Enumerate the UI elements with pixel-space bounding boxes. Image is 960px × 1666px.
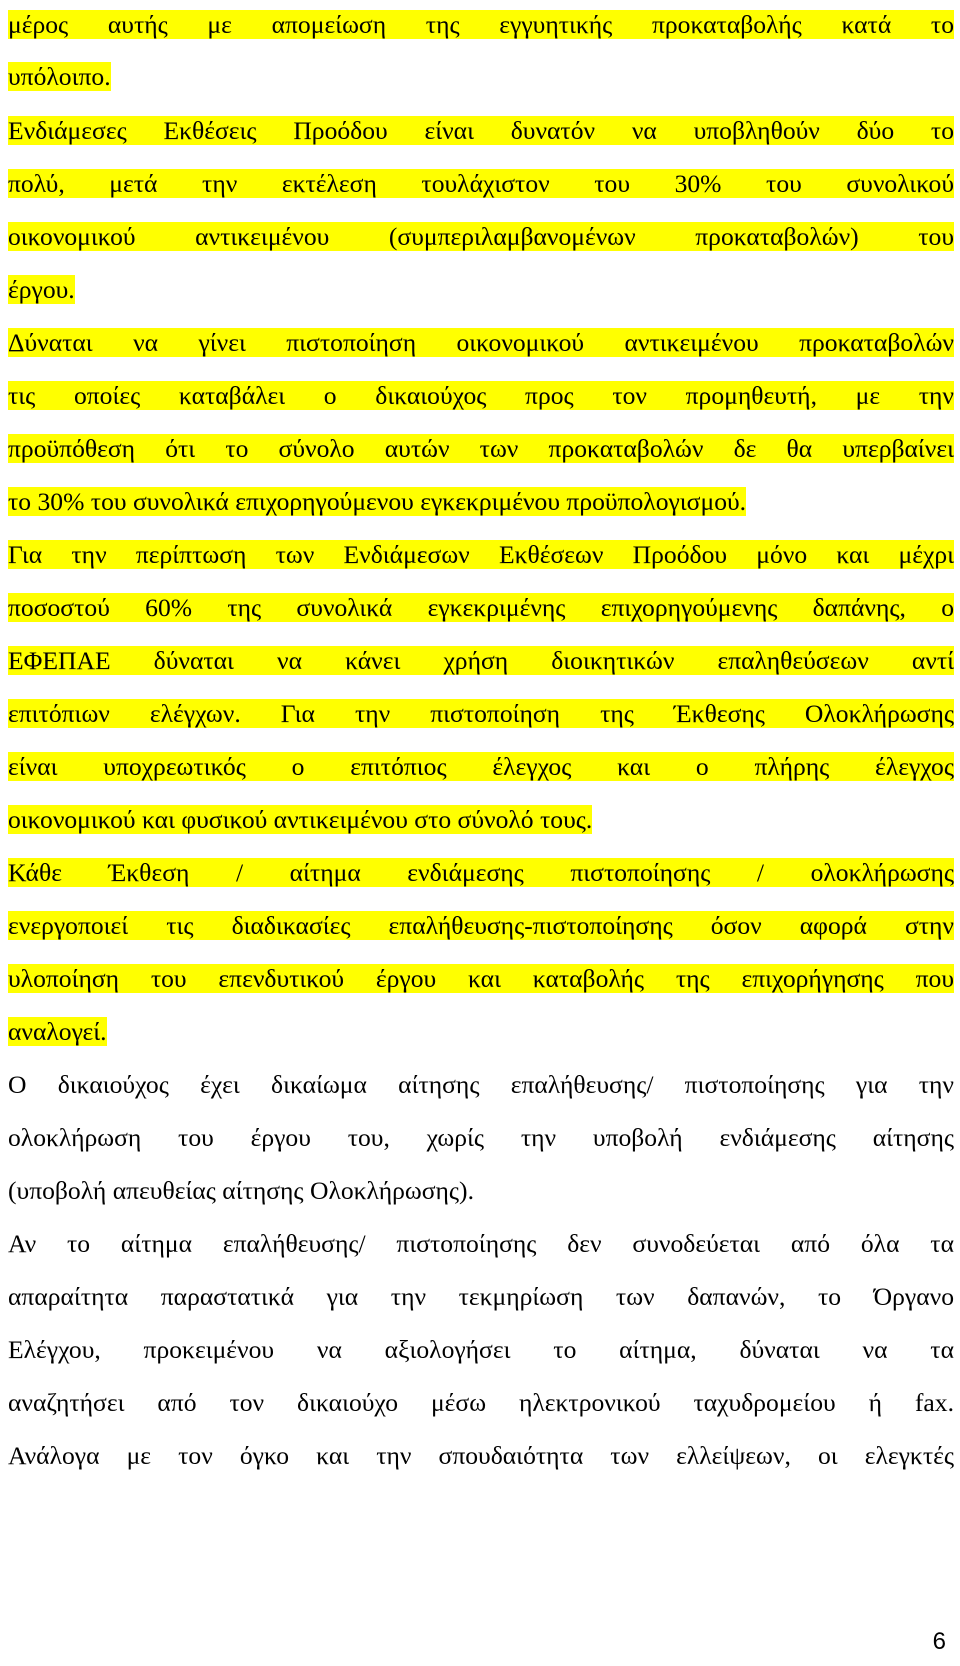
text-line: ΕΦΕΠΑΕ δύναται να κάνει χρήση διοικητικών επαληθεύσεων αντί bbox=[8, 646, 954, 675]
text-line: Ελέγχου, προκειμένου να αξιολογήσει το αίτημα, δύναται να τα bbox=[8, 1335, 954, 1364]
text-line: Ανάλογα με τον όγκο και την σπουδαιότητα των ελλείψεων, οι ελεγκτές bbox=[8, 1441, 954, 1470]
text-line: υλοποίηση του επενδυτικού έργου και καταβολής της επιχορήγησης που bbox=[8, 964, 954, 993]
text-line: τις οποίες καταβάλει ο δικαιούχος προς τον προμηθευτή, με την bbox=[8, 381, 954, 410]
text-line: Αν το αίτημα επαλήθευσης/ πιστοποίησης δεν συνοδεύεται από όλα τα bbox=[8, 1229, 954, 1258]
text-line: ενεργοποιεί τις διαδικασίες επαλήθευσης-πιστοποίησης όσον αφορά στην bbox=[8, 911, 954, 940]
text-line: Ενδιάμεσες Εκθέσεις Προόδου είναι δυνατόν να υποβληθούν δύο το bbox=[8, 116, 954, 145]
text-line: Δύναται να γίνει πιστοποίηση οικονομικού αντικειμένου προκαταβολών bbox=[8, 328, 954, 357]
text-line: Για την περίπτωση των Ενδιάμεσων Εκθέσεων Προόδου μόνο και μέχρι bbox=[8, 540, 954, 569]
text-line: το 30% του συνολικά επιχορηγούμενου εγκεκριμένου προϋπολογισμού. bbox=[8, 487, 747, 516]
text-line: μέρος αυτής με απομείωση της εγγυητικής προκαταβολής κατά το bbox=[8, 10, 954, 39]
page-number: 6 bbox=[932, 1628, 946, 1655]
text-line: ολοκλήρωση του έργου του, χωρίς την υποβολή ενδιάμεσης αίτησης bbox=[8, 1123, 954, 1152]
text-line: απαραίτητα παραστατικά για την τεκμηρίωση των δαπανών, το Όργανο bbox=[8, 1282, 954, 1311]
text-line: προϋπόθεση ότι το σύνολο αυτών των προκαταβολών δε θα υπερβαίνει bbox=[8, 434, 954, 463]
text-line: πολύ, μετά την εκτέλεση τουλάχιστον του 30% του συνολικού bbox=[8, 169, 954, 198]
text-line: είναι υποχρεωτικός ο επιτόπιος έλεγχος και ο πλήρης έλεγχος bbox=[8, 752, 954, 781]
text-line: αναλογεί. bbox=[8, 1017, 107, 1046]
text-line: οικονομικού και φυσικού αντικειμένου στο σύνολό τους. bbox=[8, 805, 593, 834]
text-line: Ο δικαιούχος έχει δικαίωμα αίτησης επαλήθευσης/ πιστοποίησης για την bbox=[8, 1070, 954, 1099]
text-line: Κάθε Έκθεση / αίτημα ενδιάμεσης πιστοποίησης / ολοκλήρωσης bbox=[8, 858, 954, 887]
text-line: αναζητήσει από τον δικαιούχο μέσω ηλεκτρονικού ταχυδρομείου ή fax. bbox=[8, 1388, 954, 1417]
text-line: έργου. bbox=[8, 275, 75, 304]
text-line: ποσοστού 60% της συνολικά εγκεκριμένης επιχορηγούμενης δαπάνης, ο bbox=[8, 593, 954, 622]
text-line: (υποβολή απευθείας αίτησης Ολοκλήρωσης). bbox=[8, 1176, 474, 1205]
text-line: υπόλοιπο. bbox=[8, 62, 111, 91]
text-line: οικονομικού αντικειμένου (συμπεριλαμβανομένων προκαταβολών) του bbox=[8, 222, 954, 251]
text-line: επιτόπιων ελέγχων. Για την πιστοποίηση της Έκθεσης Ολοκλήρωσης bbox=[8, 699, 954, 728]
